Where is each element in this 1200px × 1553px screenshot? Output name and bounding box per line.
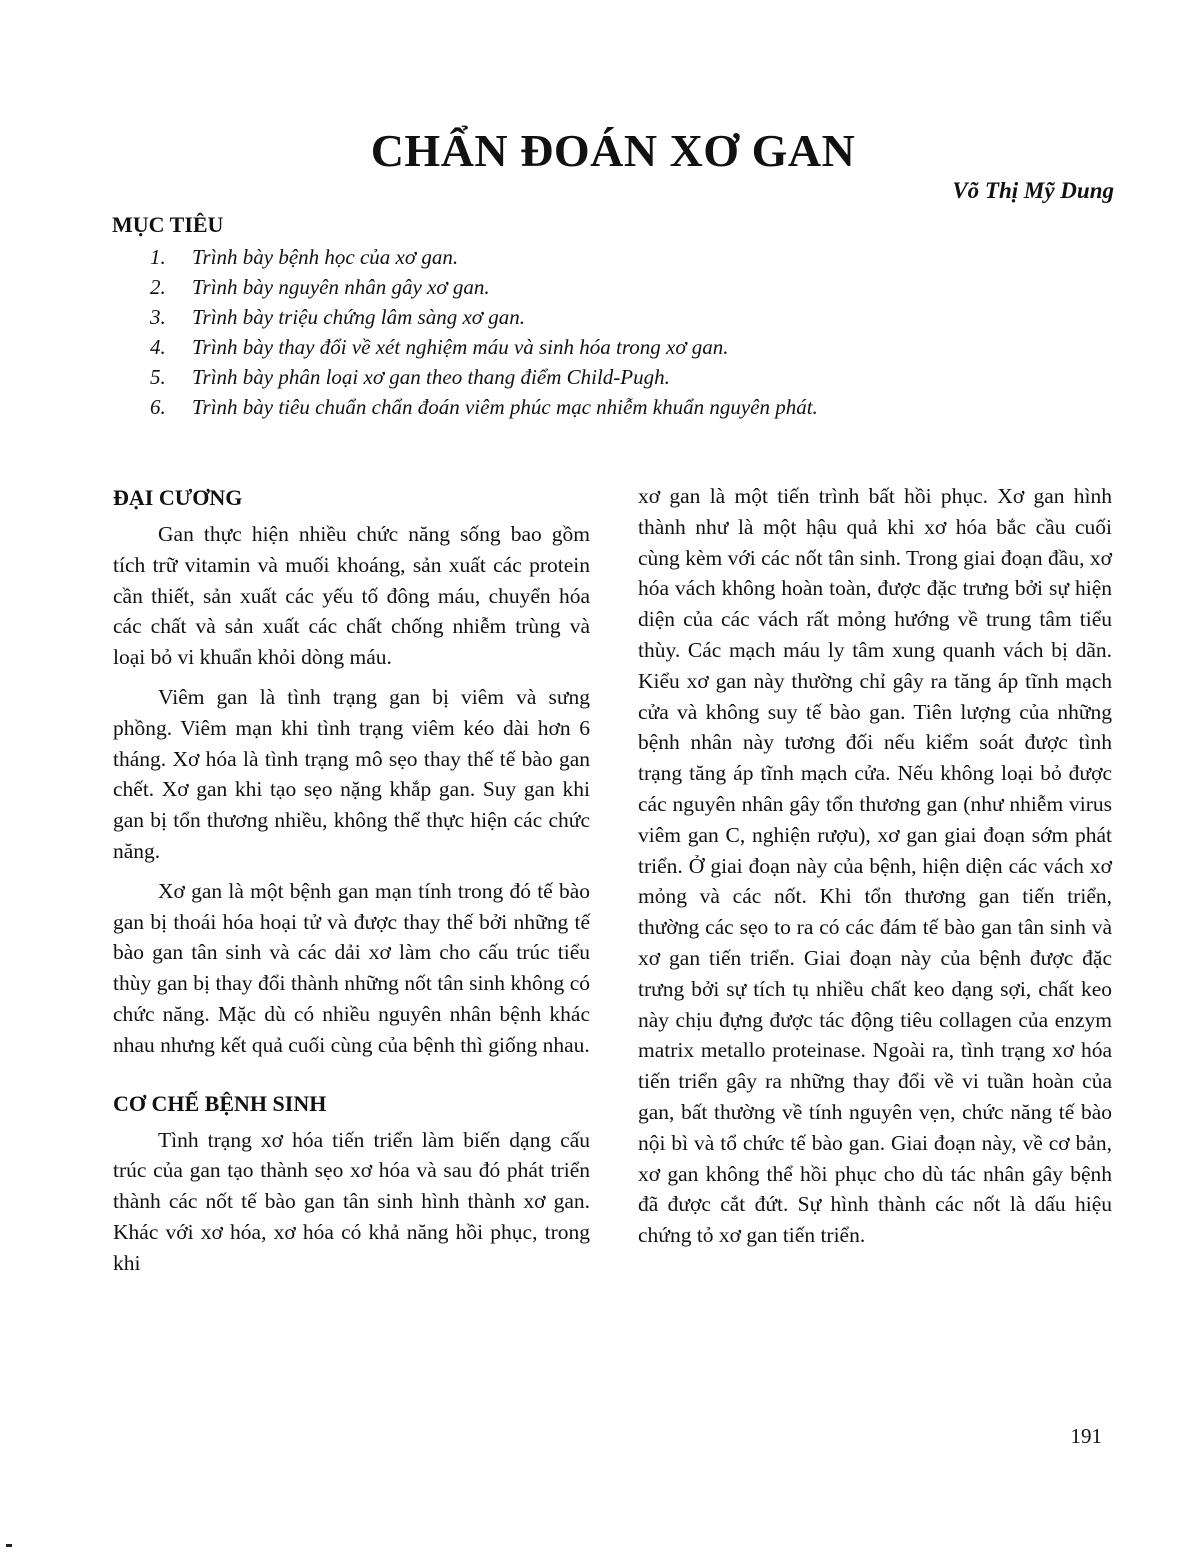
objective-item — [150, 392, 818, 422]
objective-number: 5. — [150, 365, 166, 389]
page-number: 191 — [1070, 1424, 1102, 1448]
objective-text: Trình bày bệnh học của xơ gan. — [192, 245, 459, 269]
objective-text: Trình bày thay đổi về xét nghiệm máu và sinh hóa trong xơ gan. — [192, 335, 729, 359]
pathogenesis-heading: CƠ CHẾ BỆNH SINH — [113, 1090, 327, 1116]
objectives-heading: MỤC TIÊU — [112, 212, 224, 237]
right-column — [638, 481, 1112, 1260]
scan-mark — [6, 1544, 12, 1547]
pathogenesis-paragraph-continued: xơ gan là một tiến trình bất hồi phục. Xơ gan hình thành như là một hậu quả khi xơ hóa bắc cầu cuối cùng kèm với các nốt tân sinh. Trong giai đoạn đầu, xơ hóa vách không hoàn toàn, được đặc trưng bởi sự hiện diện của các vách rất mỏng hướng về trung tâm tiểu thùy. Các mạch máu ly tâm xung quanh vách bị dãn. Kiểu xơ gan này thường chỉ gây ra tăng áp tĩnh mạch cửa và không suy tế bào gan. Tiên lượng của những bệnh nhân này tương đối nếu kiểm soát được tình trạng tăng áp tĩnh mạch cửa. Nếu không loại bỏ được các nguyên nhân gây tổn thương gan (như nhiễm virus viêm gan C, nghiện rượu), xơ gan giai đoạn sớm phát triển. Ở giai đoạn này của bệnh, hiện diện các vách xơ mỏng và các nốt. Khi tổn thương gan tiến triển, thường các sẹo to ra có các đám tế bào gan tân sinh và xơ gan tiến triển. Giai đoạn này của bệnh được đặc trưng bởi sự tích tụ nhiều chất keo dạng sợi, chất keo này chịu đựng được tác động tiêu collagen của enzym matrix metallo proteinase. Ngoài ra, tình trạng xơ hóa tiến triển gây ra những thay đổi về vi tuần hoàn của gan, bất thường về tính nguyên vẹn, chức năng tế bào nội bì và tổ chức tế bào gan. Giai đoạn này, về cơ bản, xơ gan không thể hồi phục cho dù tác nhân gây bệnh đã được cắt đứt. Sự hình thành các nốt là dấu hiệu chứng tỏ xơ gan tiến triển. — [638, 484, 1112, 1248]
objective-number: 3. — [150, 305, 166, 329]
overview-paragraph: Gan thực hiện nhiều chức năng sống bao gồm tích trữ vitamin và muối khoáng, sản xuất các protein cần thiết, sản xuất các yếu tố đông máu, chuyển hóa các chất và sản xuất các chất chống nhiễm trùng và loại bỏ vi khuẩn khỏi dòng máu. — [113, 522, 590, 670]
objective-text: Trình bày nguyên nhân gây xơ gan. — [192, 275, 490, 299]
overview-paragraph: Viêm gan là tình trạng gan bị viêm và sưng phồng. Viêm mạn khi tình trạng viêm kéo dài hơn 6 tháng. Xơ hóa là tình trạng mô sẹo thay thế tế bào gan chết. Xơ gan khi tạo sẹo nặng khắp gan. Suy gan khi gan bị tổn thương nhiều, không thể thực hiện các chức năng. — [113, 684, 590, 863]
objective-item — [150, 242, 818, 272]
objective-text: Trình bày phân loại xơ gan theo thang điểm Child-Pugh. — [192, 365, 670, 389]
objective-text: Trình bày tiêu chuẩn chẩn đoán viêm phúc mạc nhiễm khuẩn nguyên phát. — [192, 395, 818, 419]
objective-number: 1. — [150, 245, 166, 269]
objective-item — [150, 302, 818, 332]
pathogenesis-paragraph: Tình trạng xơ hóa tiến triển làm biến dạng cấu trúc của gan tạo thành sẹo xơ hóa và sau đó phát triển thành các nốt tế bào gan tân sinh hình thành xơ gan. Khác với xơ hóa, xơ hóa có khả năng hồi phục, trong khi — [113, 1127, 590, 1275]
objective-text: Trình bày triệu chứng lâm sàng xơ gan. — [192, 305, 525, 329]
objective-item — [150, 362, 818, 392]
objective-number: 4. — [150, 335, 166, 359]
objective-number: 2. — [150, 275, 166, 299]
page-title: CHẨN ĐOÁN XƠ GAN — [370, 125, 856, 176]
objective-item — [150, 332, 818, 362]
objectives-list — [150, 242, 818, 422]
objective-number: 6. — [150, 395, 166, 419]
overview-heading: ĐẠI CƯƠNG — [113, 485, 243, 510]
overview-paragraph: Xơ gan là một bệnh gan mạn tính trong đó tế bào gan bị thoái hóa hoại tử và được thay thế bởi những tế bào gan tân sinh và các dải xơ làm cho cấu trúc tiểu thùy gan bị thay đổi thành những nốt tân sinh không có chức năng. Mặc dù có nhiều nguyên nhân bệnh khác nhau nhưng kết quả cuối cùng của bệnh thì giống nhau. — [113, 878, 590, 1057]
author-name: Võ Thị Mỹ Dung — [952, 178, 1114, 203]
objective-item — [150, 272, 818, 302]
left-column — [113, 481, 590, 1288]
